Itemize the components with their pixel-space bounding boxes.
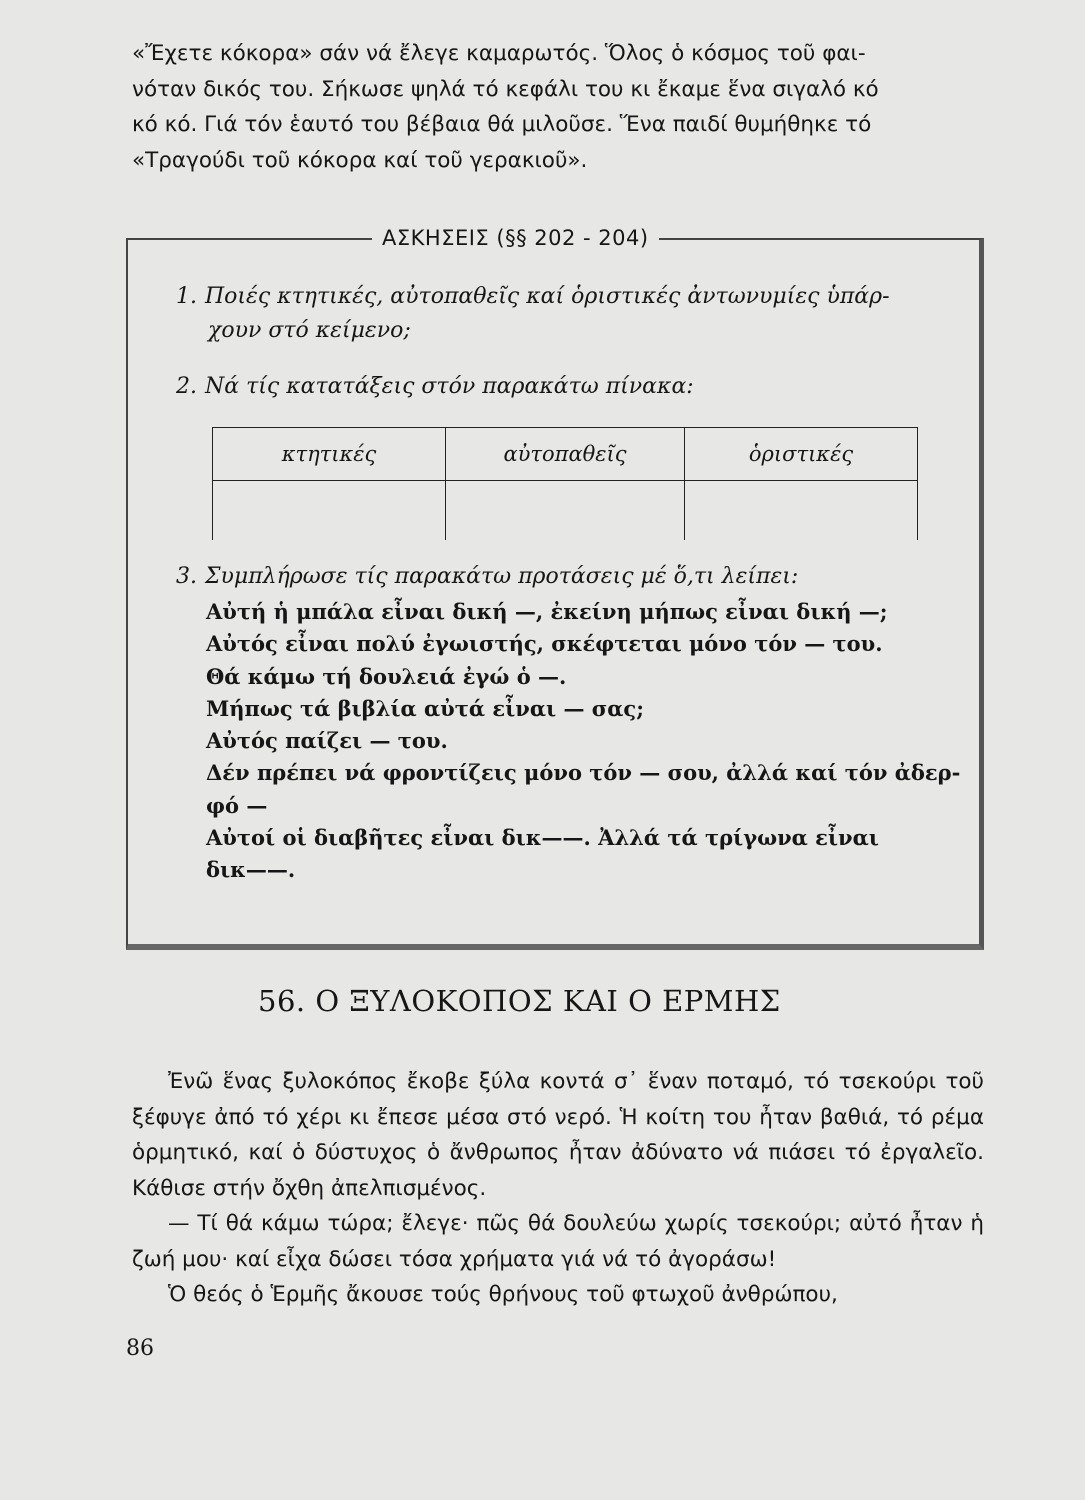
exercise-3 [176, 560, 956, 594]
story-text [132, 1064, 984, 1313]
exercise-1-line-1: Ποιές κτητικές, αὐτοπαθεῖς καί ὁριστικές ἀντωνυμίες ὑπάρ- [205, 284, 890, 309]
story-heading: 56. Ο ΞΥΛΟΚΟΠΟΣ ΚΑΙ Ο ΕΡΜΗΣ [258, 984, 781, 1018]
sentence-4: Μήπως τά βιβλία αὐτά εἶναι — σας; [206, 695, 644, 721]
exercise-3-sentences [206, 596, 966, 887]
exercise-1-line-2: χουν στό κείμενο; [208, 318, 411, 343]
story-paragraph-1: Ἐνῶ ἕνας ξυλοκόπος ἔκοβε ξύλα κοντά σ᾿ ἕναν ποταμό, τό τσεκούρι τοῦ ξέφυγε ἀπό τό χέρι κι ἔπεσε μέσα στό νερό. Ἡ κοίτη του ἦταν βαθιά, τό ρέμα ὁρμητικό, καί ὁ δύστυχος ὁ ἄνθρωπος ἦταν ἀδύνατο νά πιάσει τό ἐργαλεῖο. Κάθισε στήν ὄχθη ἀπελπισμένος. [132, 1069, 984, 1201]
exercise-2 [176, 370, 956, 404]
table-cell [446, 481, 685, 541]
sentence-6-cont: φό — [206, 792, 268, 818]
sentence-3: Θά κάμω τή δουλειά ἐγώ ὁ —. [206, 663, 567, 689]
table-header-row [213, 428, 918, 481]
exercises-title: ΑΣΚΗΣΕΙΣ (§§ 202 - 204) [372, 220, 659, 256]
story-paragraph-2: — Τί θά κάμω τώρα; ἔλεγε· πῶς θά δουλεύω χωρίς τσεκούρι; αὐτό ἦταν ἡ ζωή μου· καί εἶχα δώσει τόσα χρήματα γιά νά τό ἀγοράσω! [132, 1211, 984, 1272]
exercise-1-number: 1. [176, 284, 197, 309]
sentence-1: Αὐτή ἡ μπάλα εἶναι δική —, ἐκείνη μήπως εἶναι δική —; [206, 599, 888, 624]
exercise-2-text: Νά τίς κατατάξεις στόν παρακάτω πίνακα: [205, 374, 694, 399]
exercise-1 [176, 280, 956, 348]
intro-line-4: «Τραγούδι τοῦ κόκορα καί τοῦ γερακιοῦ». [132, 147, 588, 173]
sentence-5: Αὐτός παίζει — του. [206, 728, 448, 754]
intro-text [132, 36, 992, 178]
table-header-definite: ὁριστικές [685, 428, 918, 481]
table-blank-row [213, 481, 918, 541]
intro-line-3: κό κό. Γιά τόν ἑαυτό του βέβαια θά μιλοῦσε. Ἕνα παιδί θυμήθηκε τό [132, 112, 872, 137]
table-header-reflexive: αὐτοπαθεῖς [446, 428, 685, 481]
sentence-2: Αὐτός εἶναι πολύ ἐγωιστής, σκέφτεται μόνο τόν — του. [206, 631, 883, 657]
intro-line-2: νόταν δικός του. Σήκωσε ψηλά τό κεφάλι του κι ἔκαμε ἕνα σιγαλό κό [132, 76, 879, 102]
exercises-box [126, 226, 984, 950]
page-number: 86 [126, 1336, 154, 1361]
sentence-7-cont: δικ——. [206, 857, 296, 883]
intro-line-1: «Ἔχετε κόκορα» σάν νά ἔλεγε καμαρωτός. Ὅλος ὁ κόσμος τοῦ φαι- [132, 41, 866, 66]
table-cell [685, 481, 918, 541]
table-cell [213, 481, 446, 541]
exercise-3-number: 3. [176, 564, 197, 589]
table-header-possessive: κτητικές [213, 428, 446, 481]
story-paragraph-3: Ὁ θεός ὁ Ἑρμῆς ἄκουσε τούς θρήνους τοῦ φτωχοῦ ἀνθρώπου, [168, 1282, 838, 1307]
pronoun-table [212, 427, 918, 540]
exercise-3-text: Συμπλήρωσε τίς παρακάτω προτάσεις μέ ὅ,τι λείπει: [205, 564, 799, 589]
exercise-2-number: 2. [176, 374, 197, 399]
sentence-7: Αὐτοί οἱ διαβῆτες εἶναι δικ——. Ἀλλά τά τρίγωνα εἶναι [206, 825, 879, 851]
sentence-6: Δέν πρέπει νά φροντίζεις μόνο τόν — σου, ἀλλά καί τόν ἀδερ- [206, 760, 961, 786]
